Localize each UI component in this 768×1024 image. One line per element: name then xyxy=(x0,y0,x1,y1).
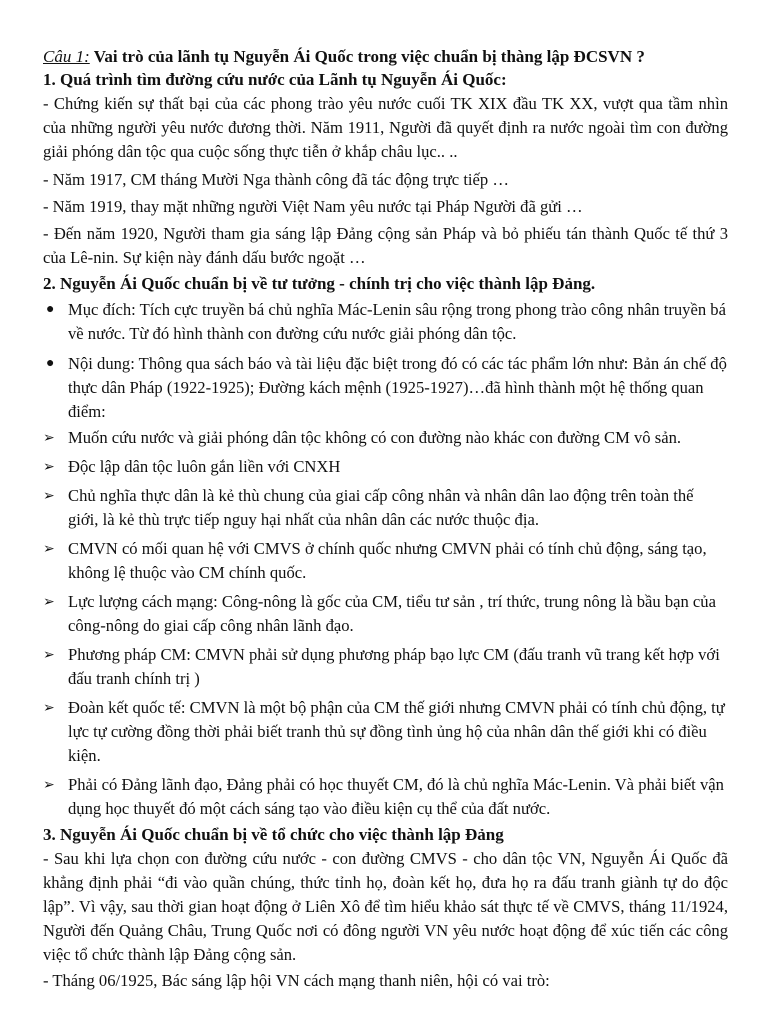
arrow-item: ➢ Lực lượng cách mạng: Công-nông là gốc của CM, tiểu tư sản , trí thức, trung nông là bầu bạn của công-nông do giai cấp công nhân lãnh đạo. xyxy=(43,592,716,635)
section-1-paragraph-1: - Chứng kiến sự thất bại của các phong trào yêu nước cuối TK XIX đầu TK XX, vượt qua tầm nhìn của những người yêu nước đương thời. Năm 1911, Người đã quyết định ra nước ngoài tìm con đường giải phóng dân tộc qua cuộc sống thực tiễn ở khắp châu lục.. .. xyxy=(43,94,728,161)
arrow-bullet-icon: ➢ xyxy=(43,594,55,610)
section-2-arrow-list xyxy=(43,426,728,821)
section-3-heading: 3. Nguyễn Ái Quốc chuẩn bị về tổ chức cho việc thành lập Đảng xyxy=(43,825,504,844)
bullet-dot-icon: ● xyxy=(46,356,55,371)
section-1-paragraph-2: - Năm 1917, CM tháng Mười Nga thành công đã tác động trực tiếp … xyxy=(43,170,509,189)
arrow-bullet-icon: ➢ xyxy=(43,700,55,716)
section-2-heading: 2. Nguyễn Ái Quốc chuẩn bị về tư tưởng - chính trị cho việc thành lập Đảng. xyxy=(43,274,596,293)
question-label: Câu 1: xyxy=(43,47,90,66)
question-text: Vai trò của lãnh tụ Nguyễn Ái Quốc trong việc chuẩn bị thàng lập ĐCSVN ? xyxy=(89,47,645,66)
arrow-item: ➢ CMVN có mối quan hệ với CMVS ở chính quốc nhưng CMVN phải có tính chủ động, sáng tạo, không lệ thuộc vào CM chính quốc. xyxy=(43,539,707,582)
section-2-bullet-list xyxy=(43,298,728,424)
arrow-bullet-icon: ➢ xyxy=(43,647,55,663)
section-1-heading: 1. Quá trình tìm đường cứu nước của Lãnh tụ Nguyễn Ái Quốc: xyxy=(43,70,507,89)
arrow-item: ➢ Đoàn kết quốc tế: CMVN là một bộ phận của CM thế giới nhưng CMVN phải có tính chủ động, tự lực tự cường đồng thời phải biết tranh thủ sự đồng tình ủng hộ của nhân dân thế giới khi có điều kiện. xyxy=(43,698,725,765)
question-title xyxy=(43,46,728,68)
arrow-bullet-icon: ➢ xyxy=(43,430,55,446)
section-3-paragraph-1: - Sau khi lựa chọn con đường cứu nước - con đường CMVS - cho dân tộc VN, Nguyễn Ái Quốc đã khẳng định phải “đi vào quần chúng, thức tỉnh họ, đoàn kết họ, đưa họ ra đấu tranh giành tự do độc lập”. Vì vậy, sau thời gian hoạt động ở Liên Xô để tìm hiểu khảo sát thực tế về CMVS, tháng 11/1924, Người đến Quảng Châu, Trung Quốc nơi có đông người VN yêu nước hoạt động để xúc tiến các công việc tổ chức thành lập Đảng cộng sản. xyxy=(43,849,728,964)
section-3-paragraph-2: - Tháng 06/1925, Bác sáng lập hội VN cách mạng thanh niên, hội có vai trò: xyxy=(43,971,550,990)
section-1-paragraph-3: - Năm 1919, thay mặt những người Việt Nam yêu nước tại Pháp Người đã gửi … xyxy=(43,197,583,216)
arrow-item: ➢ Chủ nghĩa thực dân là kẻ thù chung của giai cấp công nhân và nhân dân lao động trên toàn thế giới, là kẻ thù trực tiếp nguy hại nhất của nhân dân các nước thuộc địa. xyxy=(43,486,694,529)
bullet-item: ● Mục đích: Tích cực truyền bá chủ nghĩa Mác-Lenin sâu rộng trong phong trào công nhân truyền bá về nước. Từ đó hình thành con đường cứu nước giải phóng dân tộc. xyxy=(46,300,726,343)
arrow-item: ➢ Độc lập dân tộc luôn gắn liền với CNXH xyxy=(43,455,728,479)
section-1-paragraph-4: - Đến năm 1920, Người tham gia sáng lập Đảng cộng sản Pháp và bỏ phiếu tán thành Quốc tế thứ 3 của Lê-nin. Sự kiện này đánh dấu bước ngoặt … xyxy=(43,224,728,267)
arrow-item: ➢ Phải có Đảng lãnh đạo, Đảng phải có học thuyết CM, đó là chủ nghĩa Mác-Lenin. Và phải biết vận dụng học thuyết đó một cách sáng tạo vào điều kiện cụ thể của đất nước. xyxy=(43,775,724,818)
arrow-bullet-icon: ➢ xyxy=(43,777,55,793)
arrow-item: ➢ Muốn cứu nước và giải phóng dân tộc không có con đường nào khác con đường CM vô sản. xyxy=(43,426,728,450)
arrow-bullet-icon: ➢ xyxy=(43,459,55,475)
bullet-item: ● Nội dung: Thông qua sách báo và tài liệu đặc biệt trong đó có các tác phẩm lớn như: Bản án chế độ thực dân Pháp (1922-1925); Đường kách mệnh (1925-1927)…đã hình thành một hệ thống quan điểm: xyxy=(46,354,727,421)
bullet-dot-icon: ● xyxy=(46,302,55,317)
arrow-bullet-icon: ➢ xyxy=(43,541,55,557)
arrow-bullet-icon: ➢ xyxy=(43,488,55,504)
arrow-item: ➢ Phương pháp CM: CMVN phải sử dụng phương pháp bạo lực CM (đấu tranh vũ trang kết hợp với đấu tranh chính trị ) xyxy=(43,645,720,688)
